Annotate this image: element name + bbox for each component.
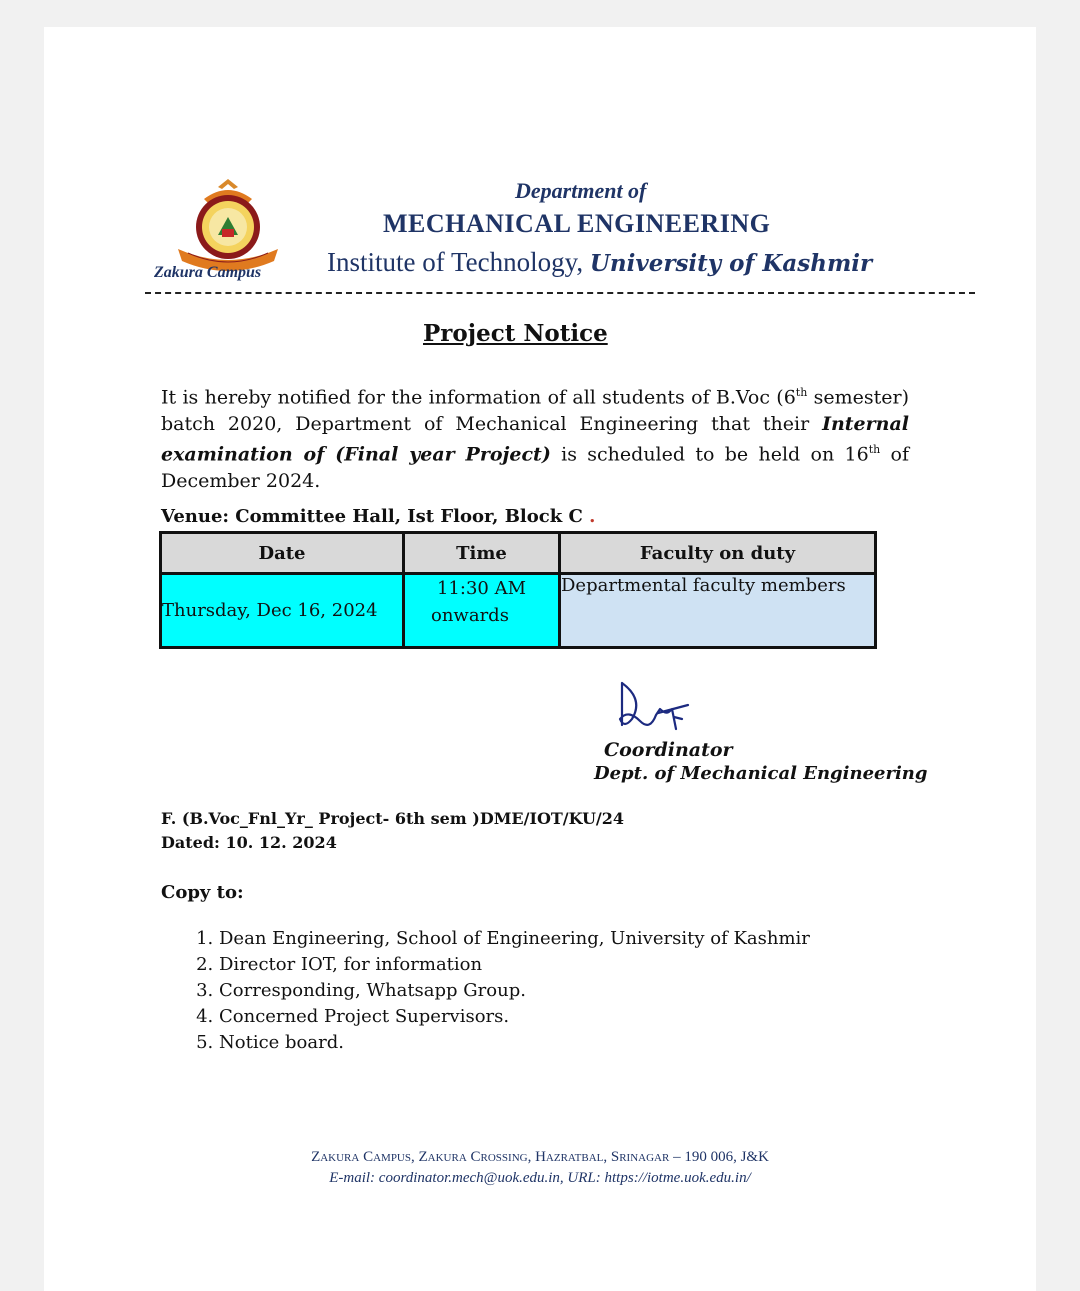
venue-dot: .: [589, 506, 596, 527]
list-item: 3. Corresponding, Whatsapp Group.: [219, 978, 810, 1004]
list-item: 2. Director IOT, for information: [219, 952, 810, 978]
copy-to-list: [179, 926, 810, 1056]
footer-contact: E-mail: coordinator.mech@uok.edu.in, URL: https://iotme.uok.edu.in/: [329, 1170, 751, 1186]
header-divider: [145, 292, 975, 294]
schedule-table: [159, 531, 877, 649]
para-text-1: It is hereby notified for the information of all students of B.Voc (6: [161, 386, 796, 409]
notice-paragraph: [161, 380, 909, 495]
signatory-role: Coordinator: [604, 739, 733, 761]
para-sup-1: th: [795, 386, 808, 399]
institute-line: [327, 247, 872, 278]
cell-date: [161, 574, 404, 648]
column-header-faculty: Faculty on duty: [560, 533, 876, 574]
campus-label: Zakura Campus: [154, 264, 262, 281]
footer-address: Zakura Campus, Zakura Crossing, Hazratbal, Srinagar – 190 006, J&K: [311, 1149, 769, 1165]
para-text-2: semester) batch 2020, Department of Mechanical Engineering that their: [161, 386, 909, 435]
column-header-date: Date: [161, 533, 404, 574]
faculty-value: Departmental faculty members: [561, 575, 846, 596]
department-of-label: Department of: [515, 178, 647, 203]
venue-line: [161, 506, 595, 527]
coordinator-signature: [614, 679, 694, 741]
para-text-4: of December 2024.: [161, 443, 909, 493]
institute-name: Institute of Technology,: [327, 247, 584, 277]
time-value-2: onwards: [431, 605, 509, 626]
university-name: University of Kashmir: [589, 250, 873, 277]
list-item: 4. Concerned Project Supervisors.: [219, 1004, 810, 1030]
cell-time: [404, 574, 560, 648]
column-header-time: Time: [404, 533, 560, 574]
table-header-row: [161, 533, 876, 574]
page-title: Project Notice: [423, 320, 608, 347]
list-item: 5. Notice board.: [219, 1030, 810, 1056]
signatory-department: Dept. of Mechanical Engineering: [594, 763, 928, 784]
dated-line: Dated: 10. 12. 2024: [161, 833, 337, 852]
reference-number: F. (B.Voc_Fnl_Yr_ Project- 6th sem )DME/IOT/KU/24: [161, 809, 625, 828]
notice-page: [44, 27, 1036, 1291]
date-value: Thursday, Dec 16, 2024: [162, 600, 378, 621]
cell-faculty: [560, 574, 876, 648]
time-value-1: 11:30 AM: [436, 578, 527, 599]
department-name: MECHANICAL ENGINEERING: [383, 209, 771, 238]
table-row: [161, 574, 876, 648]
venue-text: Venue: Committee Hall, Ist Floor, Block C: [161, 506, 590, 527]
para-emphasis: Internal examination of (Final year Project): [161, 412, 909, 466]
para-text-3: is scheduled to be held on 16: [550, 443, 869, 466]
copy-to-label: Copy to:: [161, 882, 244, 903]
para-sup-2: th: [868, 443, 881, 457]
list-item: 1. Dean Engineering, School of Engineering, University of Kashmir: [219, 926, 810, 952]
